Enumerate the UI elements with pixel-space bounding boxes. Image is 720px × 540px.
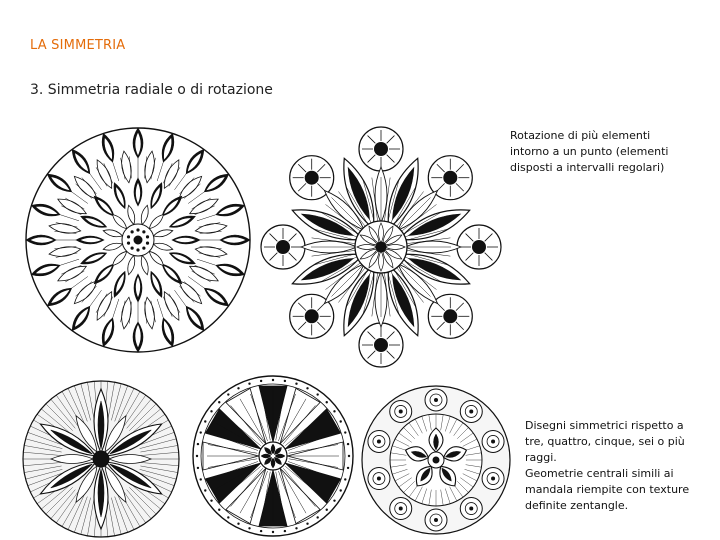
note-line-zentangle: Geometrie centrali simili ai mandala riempite con texture definite zentangle. xyxy=(525,467,690,512)
note-rotation-definition: Rotazione di più elementi intorno a un punto (elementi disposti a intervalli regolari) xyxy=(510,129,669,174)
slide-title: LA SIMMETRIA xyxy=(30,38,126,53)
mandala-star-six-fold-image xyxy=(15,378,187,540)
note-line-rays: Disegni simmetrici rispetto a tre, quattro, cinque, sei o più raggi. xyxy=(525,419,685,464)
slide-subtitle: 3. Simmetria radiale o di rotazione xyxy=(30,82,273,98)
note-symmetry-examples xyxy=(525,418,705,514)
mandala-large-floral-image xyxy=(20,122,256,358)
mandala-scalloped-eight-fold-image xyxy=(258,124,504,370)
mandala-wheel-spokes-image xyxy=(186,372,360,540)
mandala-nested-circles-image xyxy=(352,382,520,538)
